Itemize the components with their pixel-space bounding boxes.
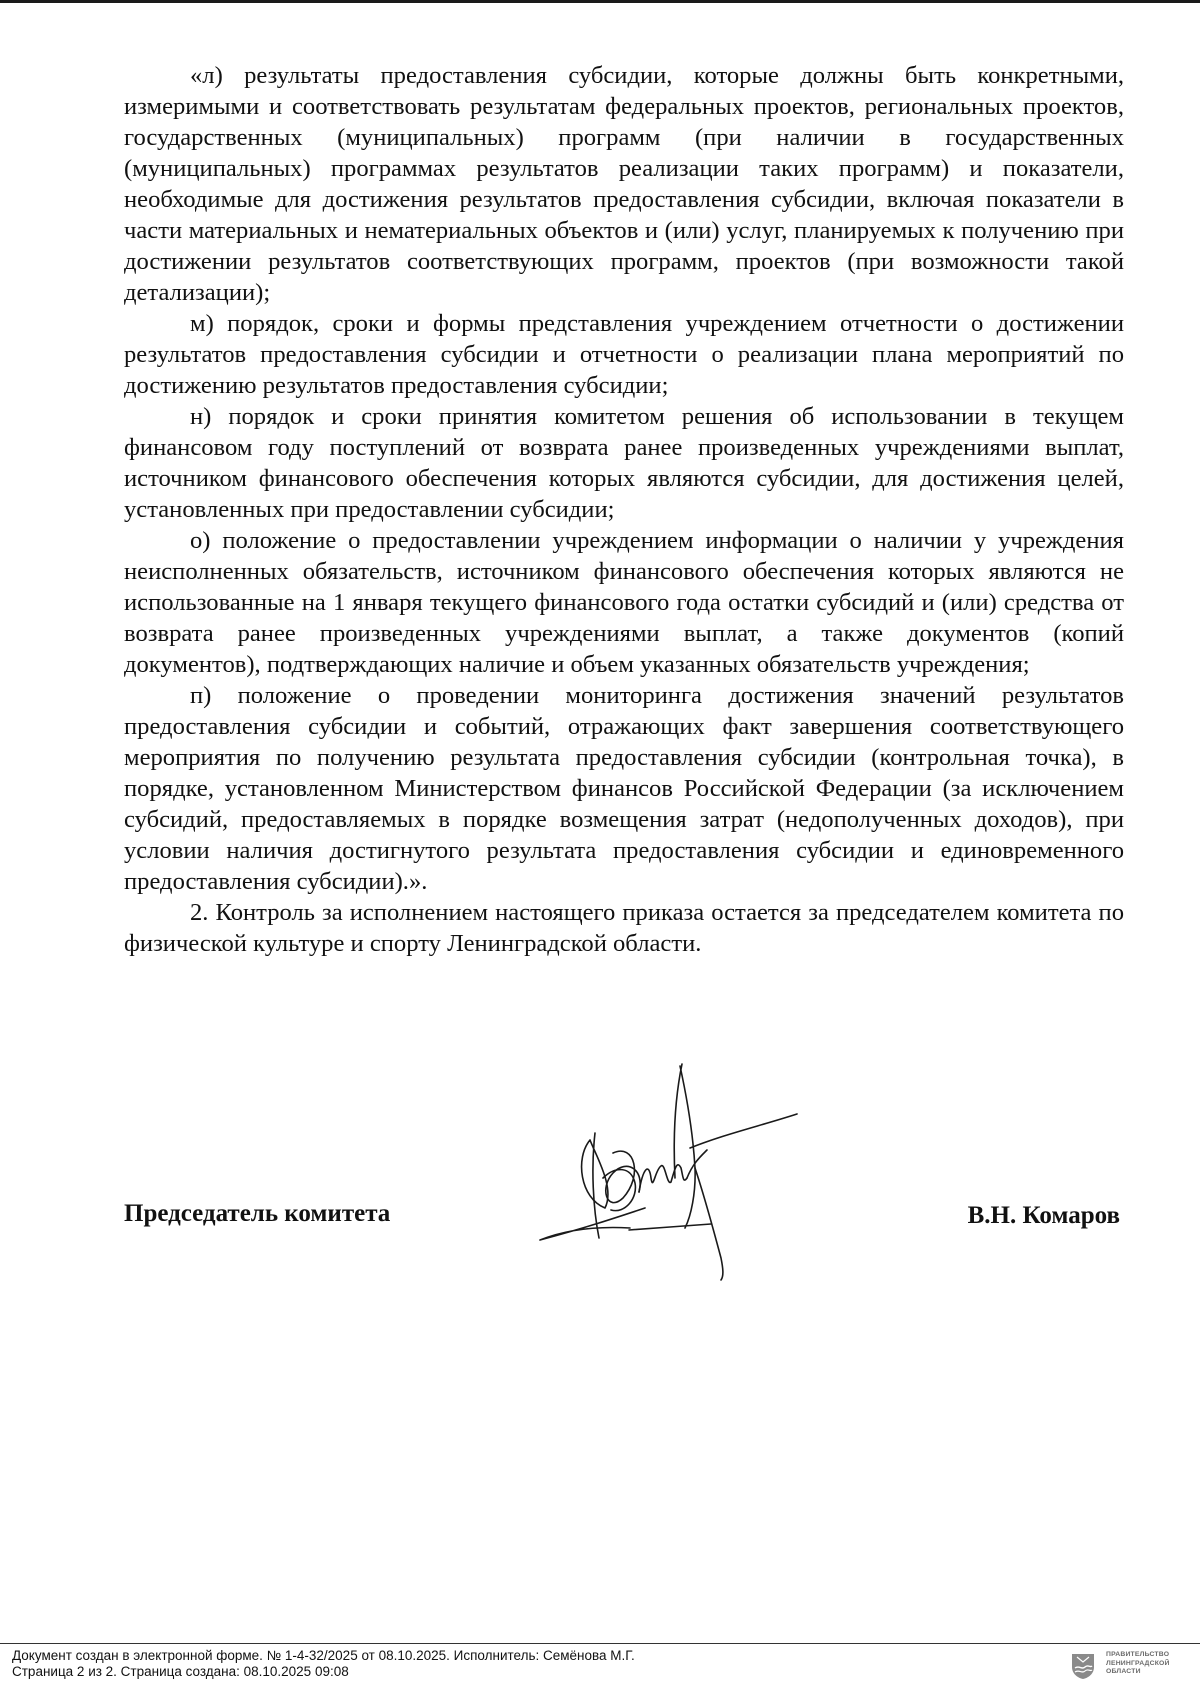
handwritten-signature <box>535 1058 815 1290</box>
paragraph-o: о) положение о предоставлении учреждением информации о наличии у учреждения неисполненных обязательств, источником финансового обеспечения которых являются не использованные на 1 января текущего финансового года остатки субсидий и (или) средства от возврата ранее произведенных учреждениями выплат, а также документов (копий документов), подтверждающих наличие и объем указанных обязательств учреждения; <box>124 527 1124 678</box>
document-body <box>124 60 1124 959</box>
signer-position: Председатель комитета <box>124 1200 391 1227</box>
paragraph-l: «л) результаты предоставления субсидии, которые должны быть конкретными, измеримыми и соответствовать результатам федеральных проектов, региональных проектов, государственных (муниципальных) программ (при наличии в государственных (муниципальных) программах результатов реализации таких программ) и показатели, необходимые для достижения результатов предоставления субсидии, включая показатели в части материальных и нематериальных объектов и (или) услуг, планируемых к получению при достижении результатов соответствующих программ, проектов (при возможности такой детализации); <box>124 62 1124 306</box>
signer-name: В.Н. Комаров <box>967 1202 1120 1229</box>
paragraph-m: м) порядок, сроки и формы представления учреждением отчетности о достижении результатов предоставления субсидии и отчетности о реализации плана мероприятий по достижению результатов предоставления субсидии; <box>124 310 1124 399</box>
footer-divider <box>0 1643 1200 1644</box>
top-border <box>0 0 1200 3</box>
footer-info <box>12 1648 635 1680</box>
footer-logo-text <box>1106 1651 1170 1677</box>
paragraph-control: 2. Контроль за исполнением настоящего приказа остается за председателем комитета по физической культуре и спорту Ленинградской области. <box>124 899 1124 957</box>
logo-line-3: ОБЛАСТИ <box>1106 1668 1141 1675</box>
leningrad-region-emblem-icon <box>1070 1652 1096 1680</box>
paragraph-p: п) положение о проведении мониторинга достижения значений результатов предоставления субсидии и событий, отражающих факт завершения соответствующего мероприятия по получению результата предоставления субсидии (контрольная точка), в порядке, установленном Министерством финансов Российской Федерации (за исключением субсидий, предоставляемых в порядке возмещения затрат (недополученных доходов), при условии наличия достигнутого результата предоставления субсидии и единовременного предоставления субсидии).». <box>124 682 1124 895</box>
logo-line-1: ПРАВИТЕЛЬСТВО <box>1106 1651 1170 1658</box>
paragraph-n: н) порядок и сроки принятия комитетом решения об использовании в текущем финансовом году поступлений от возврата ранее произведенных учреждениями выплат, источником финансового обеспечения которых являются субсидии, для достижения целей, установленных при предоставлении субсидии; <box>124 403 1124 523</box>
logo-line-2: ЛЕНИНГРАДСКОЙ <box>1106 1659 1170 1667</box>
footer-document-line: Документ создан в электронной форме. № 1-4-32/2025 от 08.10.2025. Исполнитель: Семёнова М.Г. <box>12 1648 635 1663</box>
footer-page-line: Страница 2 из 2. Страница создана: 08.10.2025 09:08 <box>12 1664 349 1679</box>
footer-logo <box>1070 1650 1190 1682</box>
